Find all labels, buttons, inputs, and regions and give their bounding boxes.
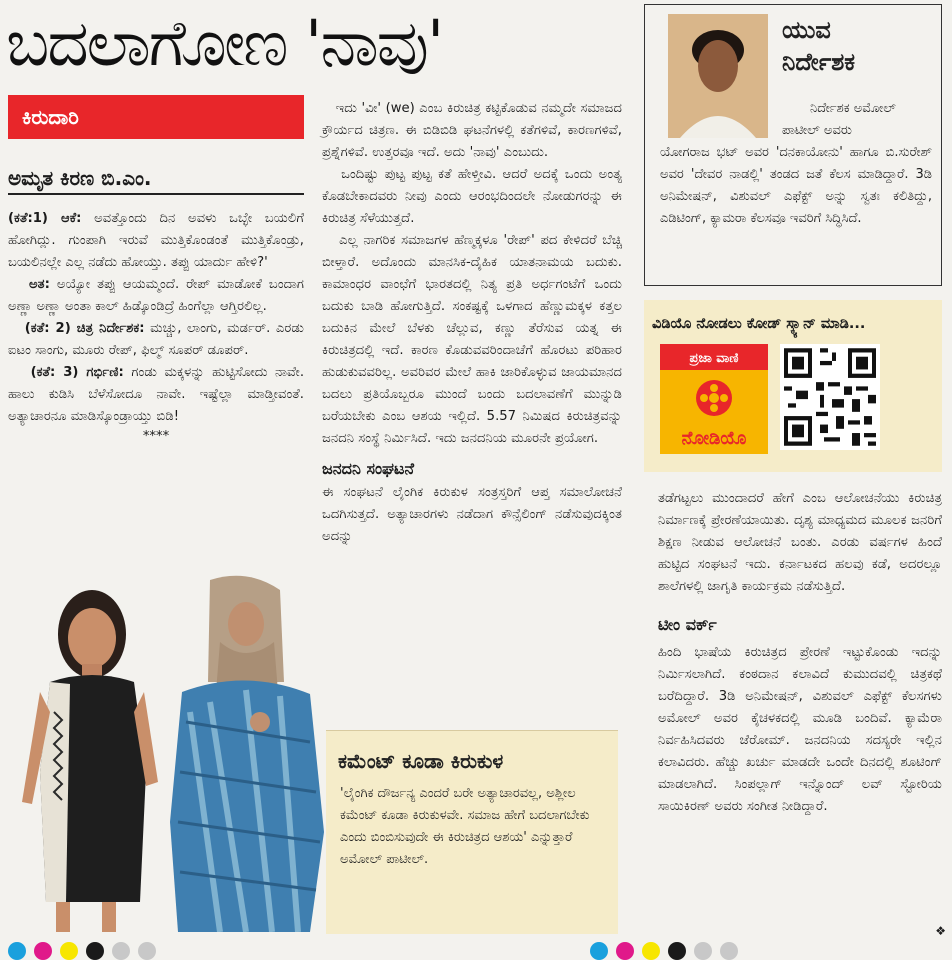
- paragraph-text: ಗಂಡು ಮಕ್ಕಳನ್ನು ಹುಟ್ಟಿಸೋದು ನಾವೇ. ಹಾಲು ಕುಡಿಸಿ ಬೆಳೆಸೋದೂ ನಾವೇ. ಇಷ್ಟೆಲ್ಲಾ ಮಾಡ್ತೀವಂತೆ. ಅತ್ಯಾಚಾರನೂ ಮಾಡಿಸ್ಕೊಂಡ್ರಾಯ್ತು ಬಿಡಿ!: [8, 365, 305, 424]
- paragraph: [8, 208, 304, 274]
- subheading: ಜನದನಿ ಸಂಘಟನೆ: [322, 459, 415, 478]
- paragraph-text: ಈ ಸಂಘಟನೆ ಲೈಂಗಿಕ ಕಿರುಕುಳ ಸಂತ್ರಸ್ತರಿಗೆ ಆಪ್ತ ಸಮಾಲೋಚನೆ ಒದಗಿಸುತ್ತದೆ. ಅತ್ಯಾಚಾರಗಳು ನಡೆದಾಗ ಕೌನ್ಸೆಲಿಂಗ್ ನಡೆಸುವುದಕ್ಕಿಂತ ಅದನ್ನು: [322, 485, 622, 544]
- paragraph-text: ಅಯ್ಯೋ ತಪ್ಪು ಆಯಮ್ಮಂದೆ. ರೇಪ್ ಮಾಡೋಕೆ ಬಂದಾಗ ಅಣ್ಣಾ ಅಣ್ಣಾ ಅಂತಾ ಕಾಲ್ ಹಿಡ್ಕೊಂಡಿದ್ರೆ ಹಿಂಗೆಲ್ಲಾ ಆಗ್ತಿರಲಿಲ್ಲ.: [8, 277, 304, 314]
- paragraph: [8, 318, 304, 362]
- portrait-illustration: [668, 14, 768, 138]
- title-line: ಯುವ: [782, 16, 831, 44]
- prajavani-nodiyo-logo[interactable]: [660, 344, 768, 454]
- registration-dot: [642, 942, 660, 960]
- paragraph: [322, 230, 622, 450]
- subheading: ಟೀಂ ವರ್ಕ್: [658, 615, 717, 634]
- registration-dot: [668, 942, 686, 960]
- column-2: [322, 98, 622, 548]
- text-line: ನಿರ್ದೇಶಕ ಅಮೋಲ್: [810, 101, 896, 116]
- paragraph-text: ಅವತ್ತೊಂದು ದಿನ ಅವಳು ಒಬ್ಳೇ ಬಯಲಿಗೆ ಹೋಗಿದ್ಲು. ಗುಂಪಾಗಿ ಇರುವೆ ಮುತ್ತಿಕೊಂಡಂತೆ ಮುತ್ತಿಕೊಂಡ್ರು, ಬಯಲಿನಲ್ಲೇ ಎಲ್ಲ ನಡೆದು ಹೋಯ್ತು. ತಪ್ಪು ಯಾರ್ದು ಹೇಳಿ?': [8, 211, 304, 270]
- registration-dot: [112, 942, 130, 960]
- logo-graphic: [660, 344, 768, 454]
- paragraph: [8, 362, 304, 428]
- qr-code-graphic: [780, 344, 880, 450]
- callout-quote: 'ಲೈಂಗಿಕ ದೌರ್ಜನ್ಯ ಎಂದರೆ ಬರೇ ಅತ್ಯಾಚಾರವಲ್ಲ, ಅಶ್ಲೀಲ ಕಮೆಂಟ್ ಕೂಡಾ ಕಿರುಕುಳವೇ. ಸಮಾಜ ಹೇಗೆ ಬದಲಾಗಬೇಕು ಎಂದು ಬಿಂಬಿಸುವುದೇ ಈ ಕಿರುಚಿತ್ರದ ಆಶಯ' ಎನ್ನುತ್ತಾರೆ ಅಮೋಲ್ ಪಾಟೀಲ್.: [340, 786, 590, 867]
- byline: ಅಮೃತ ಕಿರಣ ಬಿ.ಎಂ.: [8, 161, 304, 195]
- callout-box: [326, 730, 618, 934]
- section-label: ಕಿರುದಾರಿ: [8, 95, 304, 139]
- paragraph-text: ತಡೆಗಟ್ಟಲು ಮುಂದಾದರೆ ಹೇಗೆ ಎಂಬ ಆಲೋಚನೆಯು ಕಿರುಚಿತ್ರ ನಿರ್ಮಾಣಕ್ಕೆ ಪ್ರೇರಣೆಯಾಯಿತು. ದೃಶ್ಯ ಮಾಧ್ಯಮದ ಮೂಲಕ ಜನರಿಗೆ ಶಿಕ್ಷಣ ನೀಡುವ ಆಲೋಚನೆ ಬಂತು. ಎರಡು ವರ್ಷಗಳ ಹಿಂದೆ ಹುಟ್ಟಿದ ಸಂಘಟನೆ ಇದು. ಕರ್ನಾಟಕದ ಹಲವು ಕಡೆ, ಅದರಲ್ಲೂ ಶಾಲೆಗಳಲ್ಲಿ ಜಾಗೃತಿ ಕಾರ್ಯಕ್ರಮ ನಡೆಸುತ್ತಿದೆ.: [658, 491, 942, 594]
- page-headline: ಬದಲಾಗೋಣ 'ನಾವು': [6, 7, 443, 81]
- paragraph-text: ಇದು 'ವೀ' (we) ಎಂಬ ಕಿರುಚಿತ್ರ ಕಟ್ಟಿಕೊಡುವ ನಮ್ಮದೇ ಸಮಾಜದ ಕ್ರೌರ್ಯದ ಚಿತ್ರಣ. ಈ ಬಿಡಿಬಿಡಿ ಘಟನೆಗಳಲ್ಲಿ ಕತೆಗಳಿವೆ, ಕಾರಣಗಳಿವೆ, ಪ್ರಶ್ನೆಗಳಿವೆ. ಉತ್ತರವೂ ಇದೆ. ಅದು 'ನಾವು' ಎಂಬುದು.: [322, 101, 622, 160]
- column-1: [8, 208, 304, 446]
- qr-code[interactable]: [780, 344, 880, 450]
- paragraph-text: ಒಂದಿಷ್ಟು ಪುಟ್ಟ ಪುಟ್ಟ ಕತೆ ಹೇಳ್ತೀವಿ. ಆದರೆ ಅದಕ್ಕೆ ಒಂದು ಅಂತ್ಯ ಕೊಡಬೇಕಾದವರು ನೀವು ಎಂದು ಆರಂಭದಿಂದಲೇ ನೋಡುಗರನ್ನು ಈ ಕಿರುಚಿತ್ರ ಸೆಳೆಯುತ್ತದೆ.: [322, 167, 622, 226]
- logo-top-text: ಪ್ರಜಾ ವಾಣಿ: [689, 351, 739, 366]
- paragraph: [322, 482, 622, 548]
- speaker-label: (ಕತೆ:1) ಆಕೆ:: [8, 211, 82, 226]
- speaker-label: (ಕತೆ: 2) ಚಿತ್ರ ನಿರ್ದೇಶಕ:: [24, 321, 145, 336]
- speaker-label: ಅತ:: [28, 277, 50, 292]
- registration-dot: [138, 942, 156, 960]
- registration-dot: [616, 942, 634, 960]
- registration-dot: [8, 942, 26, 960]
- paragraph: [322, 98, 622, 164]
- video-caption: ವಿಡಿಯೊ ನೋಡಲು ಕೋಡ್ ಸ್ಕ್ಯಾನ್ ಮಾಡಿ...: [652, 316, 866, 332]
- column-3: [658, 488, 942, 818]
- text-line: ಪಾಟೀಲ್ ಅವರು: [782, 123, 852, 138]
- registration-marks-right: [590, 942, 746, 960]
- registration-dot: [720, 942, 738, 960]
- director-text-body: ಯೋಗರಾಜ ಭಟ್ ಅವರ 'ದನಕಾಯೋನು' ಹಾಗೂ ಬಿ.ಸುರೇಶ್ ಅವರ 'ದೇವರ ನಾಡಲ್ಲಿ' ತಂಡದ ಜತೆ ಕೆಲಸ ಮಾಡಿದ್ದಾರೆ. 3ಡಿ ಅನಿಮೇಷನ್, ವಿಶುವಲ್ ಎಫೆಕ್ಟ್ ಅನ್ನು ಸ್ವತಃ ಕಲಿತಿದ್ದು, ಎಡಿಟಿಂಗ್, ಕ್ಯಾಮರಾ ಕೆಲಸವೂ ಇವರಿಗೆ ಸಿದ್ಧಿಸಿದೆ.: [660, 145, 932, 226]
- paragraph-text: ಮಚ್ಚು, ಲಾಂಗು, ಮರ್ಡರ್. ಎರಡು ಐಟಂ ಸಾಂಗು, ಮೂರು ರೇಪ್, ಫಿಲ್ಮ್ ಸೂಪರ್ ಡೂಪರ್.: [8, 321, 304, 358]
- logo-bottom-text: ನೋಡಿಯೊ: [681, 428, 747, 449]
- paragraph-text: ಹಿಂದಿ ಭಾಷೆಯ ಕಿರುಚಿತ್ರದ ಪ್ರೇರಣೆ ಇಟ್ಟುಕೊಂಡು ಇದನ್ನು ನಿರ್ಮಿಸಲಾಗಿದೆ. ಕಂಠದಾನ ಕಲಾವಿದೆ ಕುಮುದವಲ್ಲಿ ಚಿತ್ರಕಥೆ ಬರೆದಿದ್ದಾರೆ. 3ಡಿ ಅನಿಮೇಷನ್, ವಿಶುವಲ್ ಎಫೆಕ್ಟ್ ಕೆಲಸಗಳು ಅಮೋಲ್ ಅವರ ಕೈಚಳಕದಲ್ಲಿ ಮೂಡಿ ಬಂದಿವೆ. ಕ್ಯಾಮೆರಾ ನಿರ್ವಹಿಸಿದವರು ಜೆರೋಮ್. ಜನದನಿಯ ಸದಸ್ಯರೇ ಇಲ್ಲಿನ ಕಲಾವಿದರು. ಹೆಚ್ಚು ಖರ್ಚು ಮಾಡದೇ ಒಂದೇ ದಿನದಲ್ಲಿ ಶೂಟಿಂಗ್ ಮಾಡಲಾಗಿದೆ. ಸಿಂಪಲ್ಲಾಗ್ ಇನ್ನೊಂದ್ ಲವ್ ಸ್ಟೋರಿಯ ಸಾಯಿಕಿರಣ್ ಅವರು ಸಂಗೀತ ನೀಡಿದ್ದಾರೆ.: [658, 645, 942, 814]
- speaker-label: (ಕತೆ: 3) ಗರ್ಭಿಣಿ:: [30, 365, 124, 380]
- two-women-illustration: [10, 572, 324, 932]
- director-text-intro: [782, 98, 932, 142]
- director-portrait: [668, 14, 768, 138]
- article-photo: [10, 572, 324, 932]
- registration-marks-left: [8, 942, 164, 960]
- title-line: ನಿರ್ದೇಶಕ: [782, 48, 856, 76]
- paragraph: [322, 164, 622, 230]
- corner-ornament-icon: ❖: [935, 924, 946, 938]
- registration-dot: [34, 942, 52, 960]
- paragraph-text: ಎಲ್ಲ ನಾಗರಿಕ ಸಮಾಜಗಳ ಹೆಣ್ಮಕ್ಕಳೂ 'ರೇಪ್' ಪದ ಕೇಳಿದರೆ ಬೆಚ್ಚಿ ಬೀಳ್ತಾರೆ. ಅದೊಂದು ಮಾನಸಿಕ-ದೈಹಿಕ ಯಾತನಾಮಯ ಬದುಕು. ಕಾಮಾಂಧರ ವಾಂಛೆಗೆ ಭಾರತದಲ್ಲಿ ನಿತ್ಯ ಪ್ರತಿ ಅರ್ಧಗಂಟೆಗೆ ಒಂದು ಬದುಕು ಬಾಡಿ ಹೋಗುತ್ತಿದೆ. ಸಂಕಷ್ಟಕ್ಕೆ ಒಳಗಾದ ಹೆಣ್ಣುಮಕ್ಕಳ ಕತ್ತಲ ಬದುಕಿನ ಮೇಲೆ ಬೆಳಕು ಚೆಲ್ಲುವ, ಕಣ್ಣು ತೆರೆಸುವ ಯತ್ನ ಈ ಕಿರುಚಿತ್ರದಲ್ಲಿ ಇದೆ. ಕಾರಣ ಕೊಡುವವರಿಂದಾಚೆಗೆ ಹೊರಟು ಪರಿಹಾರ ಹುಡುಕುವವರಿಲ್ಲ. ಅವರಿವರ ಮೇಲೆ ಹಾಕಿ ಜಾರಿಕೊಳ್ಳುವ ಜಾಯಮಾನದ ಬದಲು ಪ್ರತಿಯೊಬ್ಬರೂ ಮುಂದೆ ಬಂದು ಬದಲಾವಣೆಗೆ ಮುನ್ನುಡಿ ಬರೆಯಬೇಕು ಎಂಬ ಆಶಯ ಇಲ್ಲಿದೆ. 5.57 ನಿಮಿಷದ ಕಿರುಚಿತ್ರವನ್ನು ಜನದನಿ ಸಂಸ್ಥೆ ನಿರ್ಮಿಸಿದೆ. ಇದು ಜನದನಿಯ ಮೂರನೇ ಪ್ರಯೋಗ.: [322, 233, 623, 446]
- callout-title: ಕಮೆಂಟ್ ಕೂಡಾ ಕಿರುಕುಳ: [338, 749, 504, 773]
- paragraph: [8, 274, 304, 318]
- separator: ****: [142, 429, 170, 444]
- paragraph: [658, 488, 942, 598]
- director-box-title: [782, 14, 932, 78]
- registration-dot: [694, 942, 712, 960]
- registration-dot: [60, 942, 78, 960]
- paragraph: [658, 642, 942, 818]
- registration-dot: [590, 942, 608, 960]
- registration-dot: [86, 942, 104, 960]
